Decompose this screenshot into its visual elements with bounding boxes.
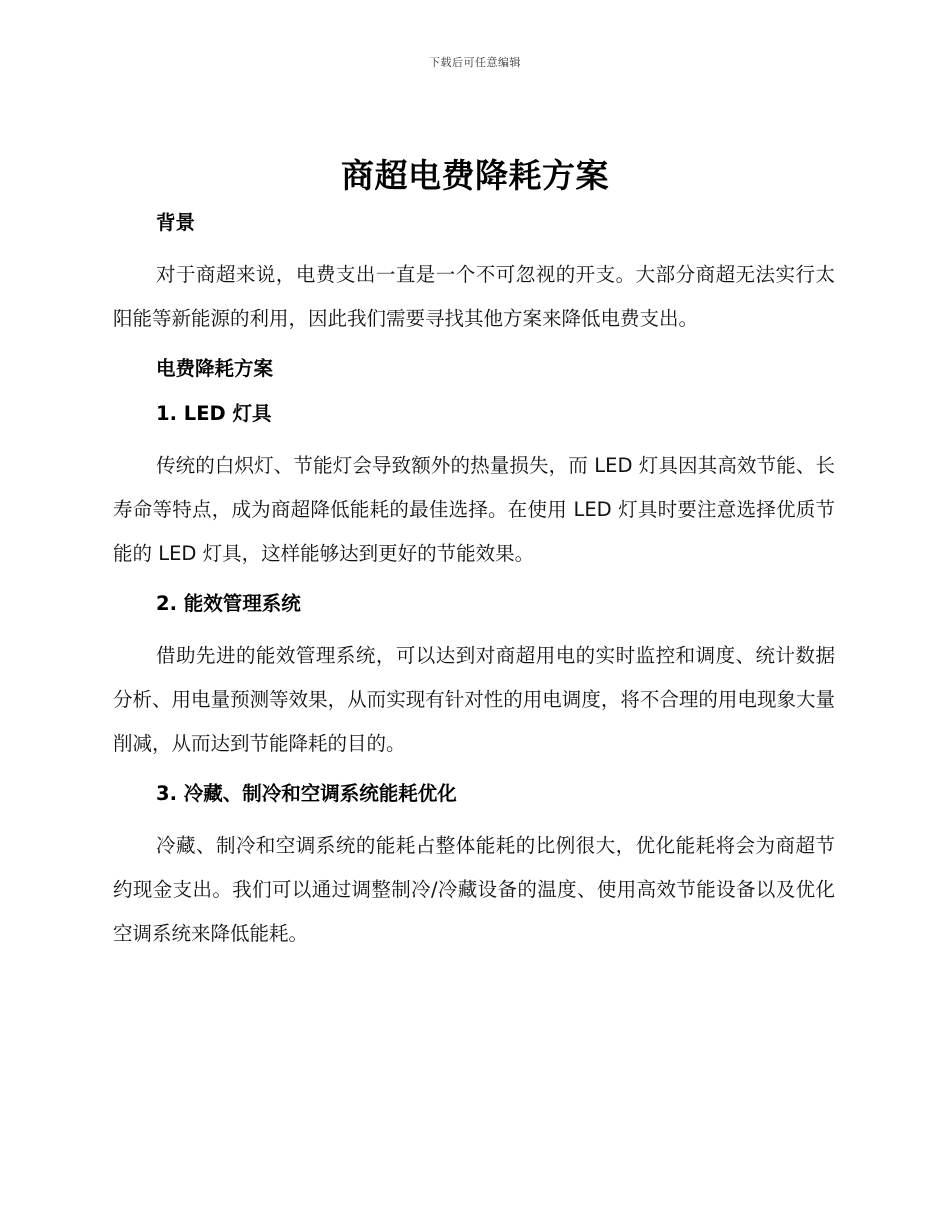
document-body [113,206,835,956]
section-paragraph-background: 对于商超来说，电费支出一直是一个不可忽视的开支。大部分商超无法实行太阳能等新能源的利用，因此我们需要寻找其他方案来降低电费支出。 [113,263,835,330]
section-heading-background: 背景 [156,211,196,234]
section-heading-led: 1. LED 灯具 [156,402,272,425]
section-paragraph-led: 传统的白炽灯、节能灯会导致额外的热量损失，而 LED 灯具因其高效节能、长寿命等特点，成为商超降低能耗的最佳选择。在使用 LED 灯具时要注意选择优质节能的 LED 灯具，这样能够达到更好的节能效果。 [113,454,835,565]
section-heading-refrigeration: 3. 冷藏、制冷和空调系统能耗优化 [156,782,457,805]
section-heading-plan: 电费降耗方案 [156,357,274,380]
document-title: 商超电费降耗方案 [341,156,609,195]
section-heading-energy-management: 2. 能效管理系统 [156,592,301,615]
section-paragraph-refrigeration: 冷藏、制冷和空调系统的能耗占整体能耗的比例很大，优化能耗将会为商超节约现金支出。我们可以通过调整制冷/冷藏设备的温度、使用高效节能设备以及优化空调系统来降低能耗。 [113,834,835,945]
section-paragraph-energy-management: 借助先进的能效管理系统，可以达到对商超用电的实时监控和调度、统计数据分析、用电量预测等效果，从而实现有针对性的用电调度，将不合理的用电现象大量削减，从而达到节能降耗的目的。 [113,644,835,755]
header-note: 下载后可任意编辑 [429,56,521,69]
